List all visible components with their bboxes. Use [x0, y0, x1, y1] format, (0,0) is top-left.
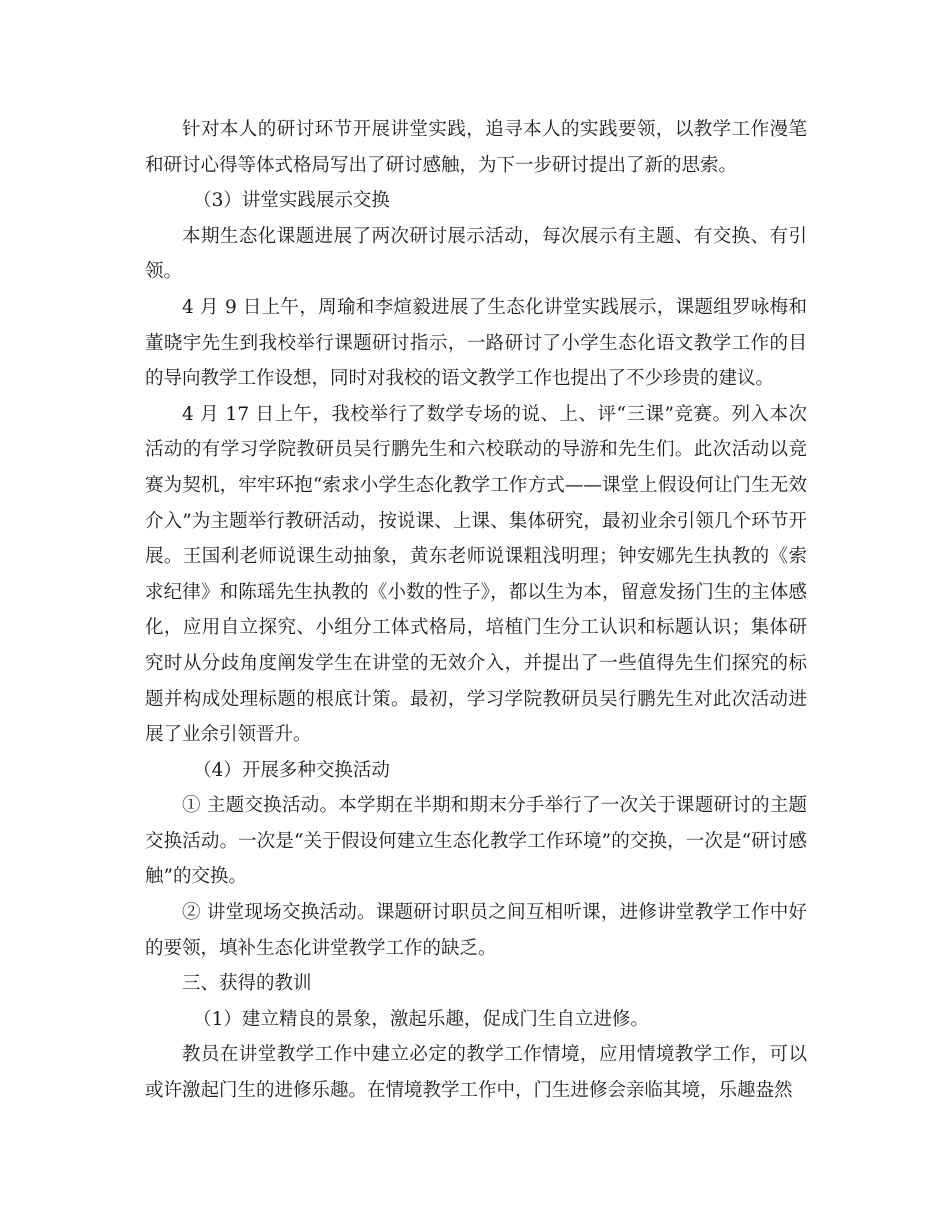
subheading-exchange-activities: （4）开展多种交换活动 — [193, 759, 390, 781]
paragraph-theme-exchange: ① 主题交换活动。本学期在半期和期末分手举行了一次关于课题研讨的主题交换活动。一次是“关于假设何建立生态化教学工作环境”的交换，一次是“研讨感触”的交换。 — [145, 795, 807, 888]
paragraph-showcase-intro: 本期生态化课题进展了两次研讨展示活动，每次展示有主题、有交换、有引领。 — [145, 225, 807, 283]
paragraph-onsite-exchange: ② 讲堂现场交换活动。课题研讨职员之间互相听课，进修讲堂教学工作中好的要领，填补生态化讲堂教学工作的缺乏。 — [145, 902, 807, 959]
subheading-classroom-practice: （3）讲堂实践展示交换 — [193, 190, 390, 212]
document-body — [145, 112, 807, 1109]
subheading-good-environment: （1）建立精良的景象，激起乐趣，促成门生自立进修。 — [193, 1008, 649, 1030]
paragraph-april-9: 4 月 9 日上午，周瑜和李煊毅进展了生态化讲堂实践展示，课题组罗咏梅和董晓宇先生到我校举行课题研讨指示，一路研讨了小学生态化语文教学工作的目的导向教学工作设想，同时对我校的语文教学工作也提出了不少珍贵的建议。 — [145, 296, 807, 390]
paragraph-situational-teaching: 教员在讲堂教学工作中建立必定的教学工作情境，应用情境教学工作，可以或许激起门生的进修乐趣。在情境教学工作中，门生进修会亲临其境，乐趣盎然 — [145, 1044, 807, 1102]
section-heading-lessons: 三、获得的教训 — [182, 973, 312, 995]
paragraph-reflection: 针对本人的研讨环节开展讲堂实践，追寻本人的实践要领，以教学工作漫笔和研讨心得等体式格局写出了研讨感触，为下一步研讨提出了新的思索。 — [145, 119, 807, 176]
paragraph-april-17: 4 月 17 日上午，我校举行了数学专场的说、上、评“三课”竞赛。列入本次活动的有学习学院教研员吴行鹏先生和六校联动的导游和先生们。此次活动以竞赛为契机，牢牢环抱“索求小学生态化教学工作方式——课堂上假设何让门生无效介入”为主题举行教研活动，按说课、上课、集体研究，最初业余引领几个环节开展。王国利老师说课生动抽象，黄东老师说课粗浅明理；钟安娜先生执教的《索求纪律》和陈瑶先生执教的《小数的性子》，都以生为本，留意发扬门生的主体感化，应用自立探究、小组分工体式格局，培植门生分工认识和标题认识；集体研究时从分歧角度阐发学生在讲堂的无效介入，并提出了一些值得先生们探究的标题并构成处理标题的根底计策。最初，学习学院教研员吴行鹏先生对此次活动进展了业余引领晋升。 — [145, 403, 807, 746]
